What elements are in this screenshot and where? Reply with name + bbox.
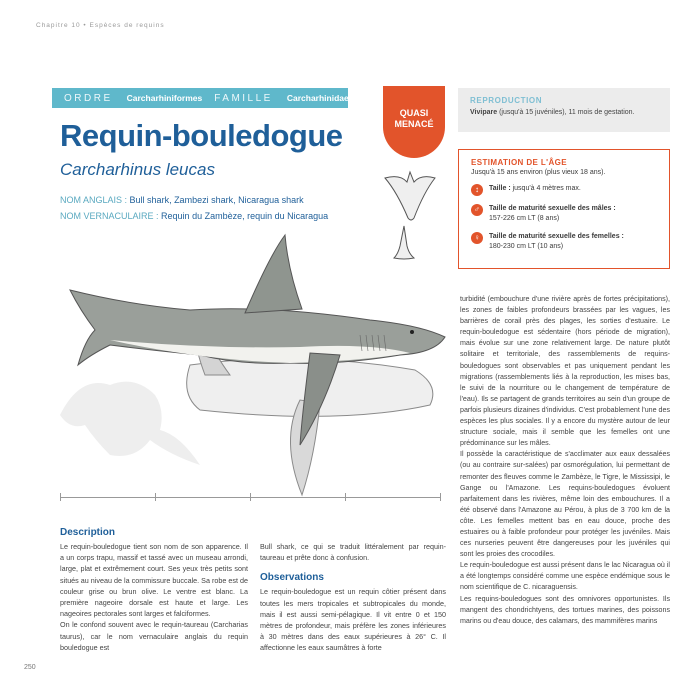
observations-text: Le requin-bouledogue est un requin côtier présent dans toutes les mers tropicales et subtropicales du monde, mais il est aussi semi-pélagique. Il vit entre 0 et 150 mètres de profondeur, mais préfère les zones inférieures à 30 mètres dans des eaux supérieures à 26° C. Il affectionne les eaux saumâtres à forte	[260, 587, 446, 653]
vernacular-name-value: Requin du Zambèze, requin du Nicaragua	[161, 211, 329, 221]
status-line-1: QUASI	[399, 108, 429, 118]
age-text: Jusqu'à 15 ans environ (plus vieux 18 ans).	[471, 169, 606, 176]
vernacular-name-label: NOM VERNACULAIRE :	[60, 211, 159, 221]
chapter-header: Chapitre 10 • Espèces de requins	[36, 22, 165, 29]
english-name-label: NOM ANGLAIS :	[60, 195, 128, 205]
description-heading: Description	[60, 527, 116, 538]
male-symbol-icon: ♂	[471, 204, 483, 216]
male-value: 157-226 cm LT (8 ans)	[489, 215, 560, 222]
scale-tick	[440, 493, 441, 501]
male-row	[471, 204, 669, 224]
age-heading: ESTIMATION DE L'ÂGE	[471, 158, 568, 167]
reproduction-box	[458, 88, 670, 132]
scale-tick	[250, 493, 251, 501]
scale-tick	[60, 493, 61, 501]
female-row	[471, 232, 669, 252]
page-number: 250	[24, 664, 36, 671]
size-label: Taille :	[489, 185, 511, 192]
reproduction-text	[470, 109, 670, 116]
scale-tick	[345, 493, 346, 501]
vernacular-name-line	[60, 211, 328, 221]
ruler-icon: ↕	[471, 184, 483, 196]
english-name-line	[60, 195, 304, 205]
diver-silhouette	[60, 382, 200, 465]
size-value: jusqu'à 4 mètres max.	[510, 185, 581, 192]
description-continued: Bull shark, ce qui se traduit littéralement par requin-taureau et prête donc à confusion.	[260, 542, 446, 563]
english-name-value: Bull shark, Zambezi shark, Nicaragua shark	[129, 195, 304, 205]
conservation-status-badge	[383, 86, 445, 158]
reproduction-detail: (jusqu'à 15 juvéniles), 11 mois de gestation.	[497, 109, 635, 116]
female-value: 180-230 cm LT (10 ans)	[489, 243, 564, 250]
ordre-label: ORDRE	[64, 92, 113, 104]
age-estimation-box	[458, 149, 670, 269]
reproduction-type: Vivipare	[470, 109, 498, 116]
description-section	[60, 527, 248, 653]
latin-name: Carcharhinus leucas	[60, 160, 215, 179]
upper-tooth-icon	[385, 172, 435, 220]
description-text: Le requin-bouledogue tient son nom de son apparence. Il a un corps trapu, massif et tassé avec un museau arrondi, large, plat et extrêmement court. Ses yeux très petits sont situés au niveau de la commissure buccale. Sa robe est de couleur grise ou brun olive. Le ventre est blanc. La première nageoire dorsale est haute et large. Les nageoires pectorales sont larges et falciformes. On le confond souvent avec le requin-taureau (Carcharias taurus), car le nom vernaculaire anglais du requin bouledogue est	[60, 542, 248, 652]
female-label: Taille de maturité sexuelle des femelles :	[489, 233, 624, 240]
dorsal-fin	[245, 235, 302, 313]
species-title: Requin-bouledogue	[60, 118, 343, 153]
famille-label: FAMILLE	[214, 92, 273, 104]
classification-band	[52, 88, 348, 108]
scale-tick	[155, 493, 156, 501]
observations-heading: Observations	[260, 572, 324, 584]
famille-value: Carcharhinidae	[286, 93, 349, 103]
right-column	[460, 294, 670, 627]
female-symbol-icon: ♀	[471, 232, 483, 244]
bull-shark-illustration	[40, 225, 450, 515]
reproduction-heading: REPRODUCTION	[470, 96, 543, 105]
male-label: Taille de maturité sexuelle des mâles :	[489, 205, 616, 212]
ordre-value: Carcharhiniformes	[126, 93, 203, 103]
middle-column	[260, 541, 446, 654]
size-row	[471, 184, 669, 196]
right-column-text: turbidité (embouchure d'une rivière après de fortes précipitations), les zones de faibles profondeurs brassées par les vagues, les barrières de corail près des plages, les sorties d'estuaire. Le requin-bouledogue est sédentaire (hors période de migration), mais évolue sur une zone relativement large. De nature plutôt solitaire et territoriale, des rassemblements de requins-bouledogues sont observables et pas uniquement pendant les migrations (rassemblements liés à la reproduction, les mises bas, le suivi de la nourriture ou le changement de température de l'eau). Ils se partagent de grands territoires au sein d'un groupe de parfois plusieurs dizaines d'individus. C'est probablement l'une des espèces les plus sociales. Il y a encore du mystère autour de leur structure sociale, mais il semble que les femelles ont une prédominance sur les mâles. Il possède la caractéristique de s'acclimater aux eaux dessalées (ou au contraire sur-salées) par osmorégulation, lui permettant de remonter des fleuves comme le Zambèze, le Tigre, le Mississipi, le Gange ou l'Amazone. Les requins-bouledogues évoluent parfaitement dans les rivières, même loin des embouchures. Il a été observé dans l'Amazone au Pérou, à plus de 3 700 km de la côte. Les femelles mettent bas en eau douce, proche des estuaires ou à faible profondeur pour protéger les juvéniles. Mais ces nurseries peuvent être dangereuses pour les juvéniles qui sont les proies des crocodiles. Le requin-bouledogue est aussi présent dans le lac Nicaragua où il a été longtemps considéré comme une espèce endémique sous le nom scientifique de C. nicaraguensis. Les requins-bouledogues sont des omnivores opportunistes. Ils mangent des chondrichtyens, des tortues marines, des poissons marins ou d'eau douce, des calamars, des mammifères marins	[460, 295, 670, 625]
status-line-2: MENACÉ	[394, 119, 434, 129]
